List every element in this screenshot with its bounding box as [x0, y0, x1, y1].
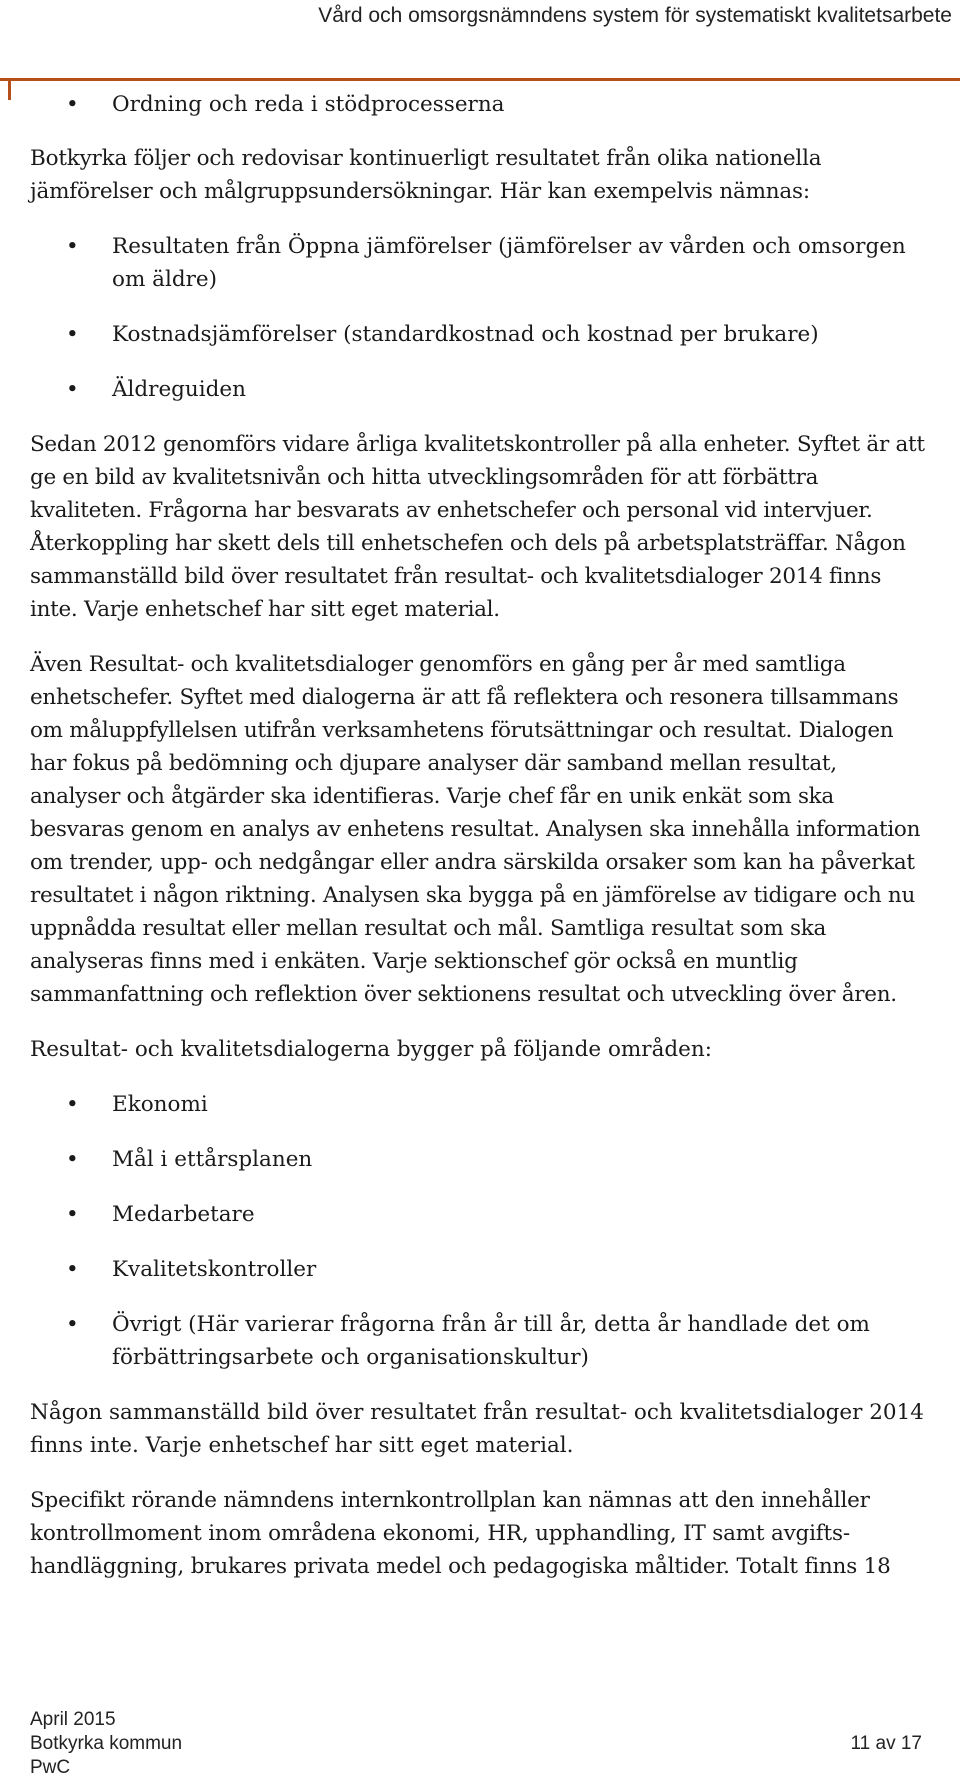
list-item: • Resultaten från Öppna jämförelser (jämförelser av vården och omsorgen om äldre) [30, 230, 930, 296]
bullet-icon: • [66, 92, 79, 117]
bullet-list [30, 230, 930, 406]
bullet-icon: • [66, 1147, 79, 1172]
bullet-icon: • [66, 1202, 79, 1227]
paragraph: Sedan 2012 genomförs vidare årliga kvalitetskontroller på alla enheter. Syftet är att ge en bild av kvalitetsnivån och hitta utvecklingsområden för att förbättra kvaliteten. Frågorna har besvarats av enhetschefer och personal vid intervjuer. Återkoppling har skett dels till enhetschefen och dels på arbetsplatsträffar. Någon sammanställd bild över resultatet från resultat- och kvalitetsdialoger 2014 finns inte. Varje enhetschef har sitt eget material. [30, 432, 925, 622]
page-body [30, 92, 930, 1583]
paragraph: Botkyrka följer och redovisar kontinuerligt resultatet från olika nationella jämförelser och målgruppsundersökningar. Här kan exempelvis nämnas: [30, 146, 822, 204]
bullet-icon: • [66, 377, 79, 402]
bullet-icon: • [66, 1257, 79, 1282]
paragraph: Resultat- och kvalitetsdialogerna bygger på följande områden: [30, 1037, 712, 1062]
footer-firm: PwC [30, 1757, 71, 1778]
page-footer [30, 1708, 950, 1780]
list-item: • Kvalitetskontroller [30, 1253, 930, 1286]
list-item: • Mål i ettårsplanen [30, 1143, 930, 1176]
page-number: 11 av 17 [850, 1733, 922, 1754]
bullet-list [30, 1088, 930, 1374]
list-item: • Ekonomi [30, 1088, 930, 1121]
paragraph: Specifikt rörande nämndens internkontrollplan kan nämnas att den innehåller kontrollmoment inom områdena ekonomi, HR, upphandling, IT samt avgifts-handläggning, brukares privata medel och pedagogiska måltider. Totalt finns 18 [30, 1488, 891, 1579]
list-item: • Ordning och reda i stödprocesserna [30, 88, 930, 121]
paragraph: Även Resultat- och kvalitetsdialoger genomförs en gång per år med samtliga enhetschefer. Syftet med dialogerna är att få reflektera och resonera tillsammans om måluppfyllelsen utifrån verksamhetens förutsättningar och resultat. Dialogen har fokus på bedömning och djupare analyser där samband mellan resultat, analyser och åtgärder ska identifieras. Varje chef får en unik enkät som ska besvaras genom en analys av enhetens resultat. Analysen ska innehålla information om trender, upp- och nedgångar eller andra särskilda orsaker som kan ha påverkat resultatet i någon riktning. Analysen ska bygga på en jämförelse av tidigare och nu uppnådda resultat eller mellan resultat och mål. Samtliga resultat som ska analyseras finns med i enkäten. Varje sektionschef gör också en muntlig sammanfattning och reflektion över sektionens resultat och utveckling över åren. [30, 652, 921, 1007]
running-header-title: Vård och omsorgsnämndens system för systematiskt kvalitetsarbete [318, 4, 952, 27]
header-rule [0, 78, 960, 81]
list-item: • Medarbetare [30, 1198, 930, 1231]
list-item: • Övrigt (Här varierar frågorna från år till år, detta år handlade det om förbättringsarbete och organisationskultur) [30, 1308, 930, 1374]
footer-organization: Botkyrka kommun [30, 1733, 183, 1754]
bullet-icon: • [66, 322, 79, 347]
paragraph: Någon sammanställd bild över resultatet från resultat- och kvalitetsdialoger 2014 finns inte. Varje enhetschef har sitt eget material. [30, 1400, 924, 1458]
bullet-icon: • [66, 1092, 79, 1117]
bullet-list [30, 88, 930, 121]
list-item: • Kostnadsjämförelser (standardkostnad och kostnad per brukare) [30, 318, 930, 351]
footer-date: April 2015 [30, 1709, 116, 1730]
list-item: • Äldreguiden [30, 373, 930, 406]
bullet-icon: • [66, 1312, 79, 1337]
header-rule-tick [8, 78, 11, 100]
bullet-icon: • [66, 234, 79, 259]
